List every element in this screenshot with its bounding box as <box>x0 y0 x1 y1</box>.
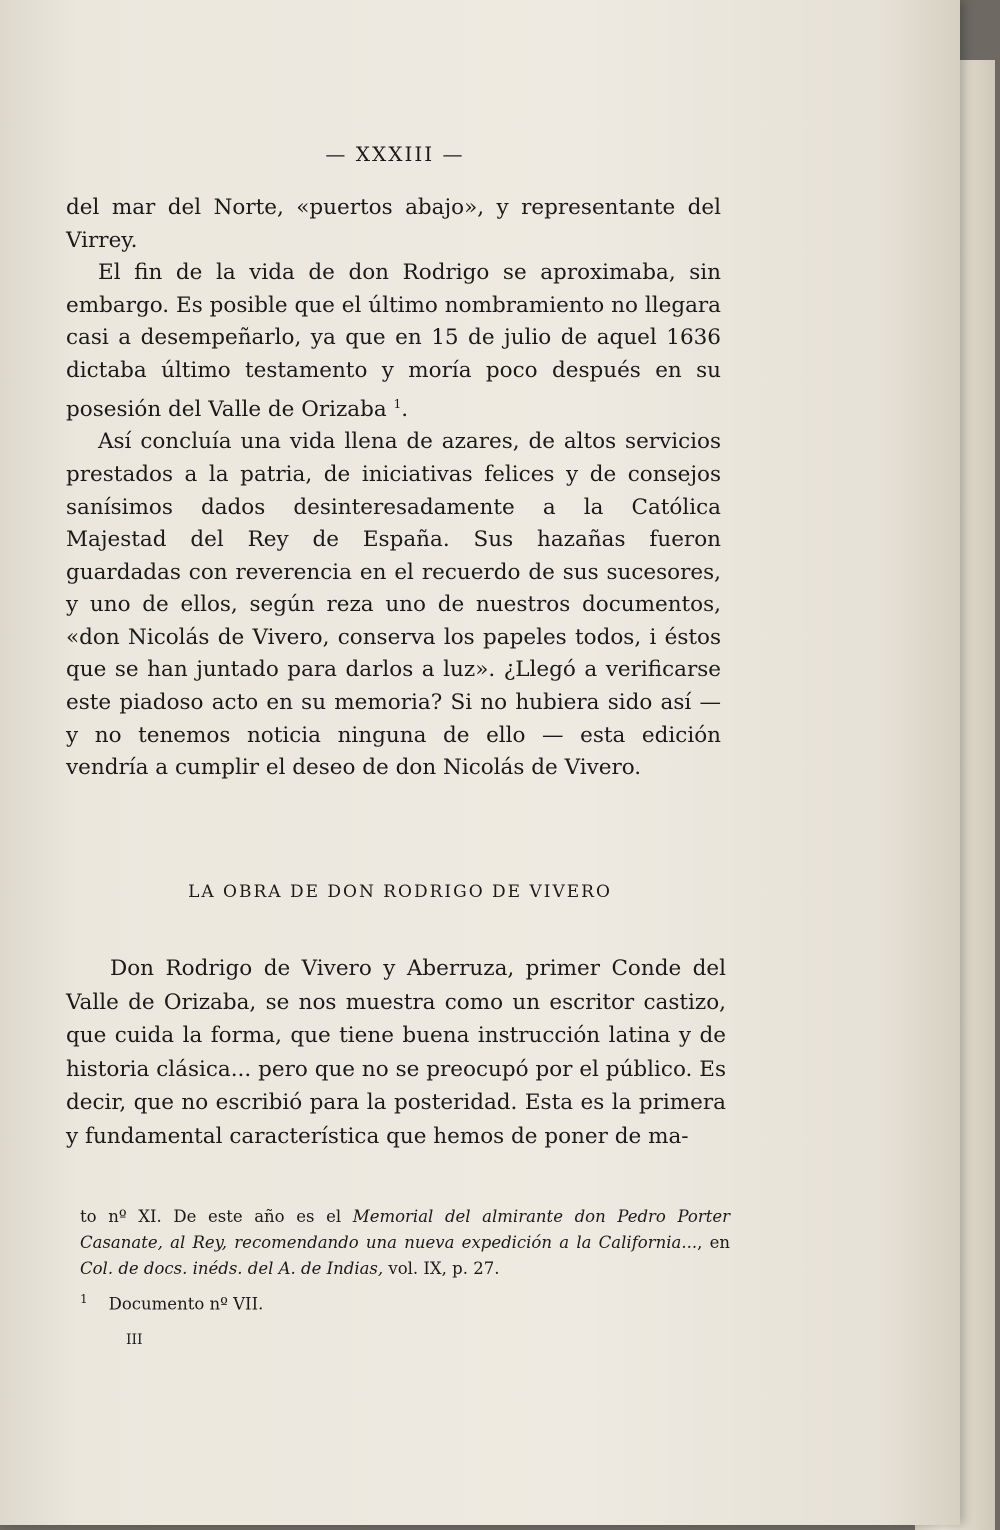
body-text-top <box>66 192 721 785</box>
note-title: Memorial del almirante don Pedro Porter Casanate, al Rey, recomendando una nueva expedición a la California... <box>80 1207 731 1252</box>
note-end: vol. IX, p. 27. <box>388 1259 500 1278</box>
footnote-marker: 1 <box>393 396 402 411</box>
paragraph-3: Así concluía una vida llena de azares, de altos servicios prestados a la patria, de iniciativas felices y de consejos sanísimos dados desinteresadamente a la Católica Majestad del Rey de España. Sus hazañas fueron guardadas con reverencia en el recuerdo de sus sucesores, y uno de ellos, según reza uno de nuestros documentos, «don Nicolás de Vivero, conserva los papeles todos, i éstos que se han juntado para darlos a luz». ¿Llegó a verificarse este piadoso acto en su memoria? Si no hubiera sido así — y no tenemos noticia ninguna de ello — esta edición vendría a cumplir el deseo de don Nicolás de Vivero. <box>66 429 721 781</box>
signature-mark: III <box>126 1332 143 1348</box>
section-title: LA OBRA DE DON RODRIGO DE VIVERO <box>188 882 612 902</box>
footnote-1 <box>80 1286 730 1318</box>
paragraph-1: del mar del Norte, «puertos abajo», y representante del Virrey. <box>66 195 721 253</box>
footnote-carry-over <box>80 1204 730 1282</box>
footnote-1-text: Documento nº VII. <box>108 1294 264 1314</box>
note-mid: , en <box>697 1233 730 1252</box>
paragraph-2-text: El fin de la vida de don Rodrigo se aproximaba, sin embargo. Es posible que el último nombramiento no llegara casi a desempeñarlo, ya que en 15 de julio de aquel 1636 dictaba último testamento y moría poco después en su posesión del Valle de Orizaba <box>66 260 721 422</box>
footnotes <box>80 1204 730 1318</box>
note-source: Col. de docs. inéds. del A. de Indias, <box>80 1259 384 1278</box>
note-start: to nº XI. De este año es el <box>80 1207 342 1226</box>
paragraph-2: El fin de la vida de don Rodrigo se aproximaba, sin embargo. Es posible que el último nombramiento no llegara casi a desempeñarlo, ya que en 15 de julio de aquel 1636 dictaba último testamento y moría poco después en su posesión del Valle de Orizaba $^1$. <box>66 260 721 422</box>
paragraph-4: Don Rodrigo de Vivero y Aberruza, primer Conde del Valle de Orizaba, se nos muestra como un escritor castizo, que cuida la forma, que tiene buena instrucción latina y de historia clásica... pero que no se preocupó por el público. Es decir, que no escribió para la posteridad. Esta es la primera y fundamental característica que hemos de poner de ma- <box>66 956 726 1149</box>
footnote-1-marker: 1 <box>80 1292 88 1306</box>
page-number-header: — XXXIII — <box>325 142 465 166</box>
body-text-bottom <box>66 952 726 1153</box>
